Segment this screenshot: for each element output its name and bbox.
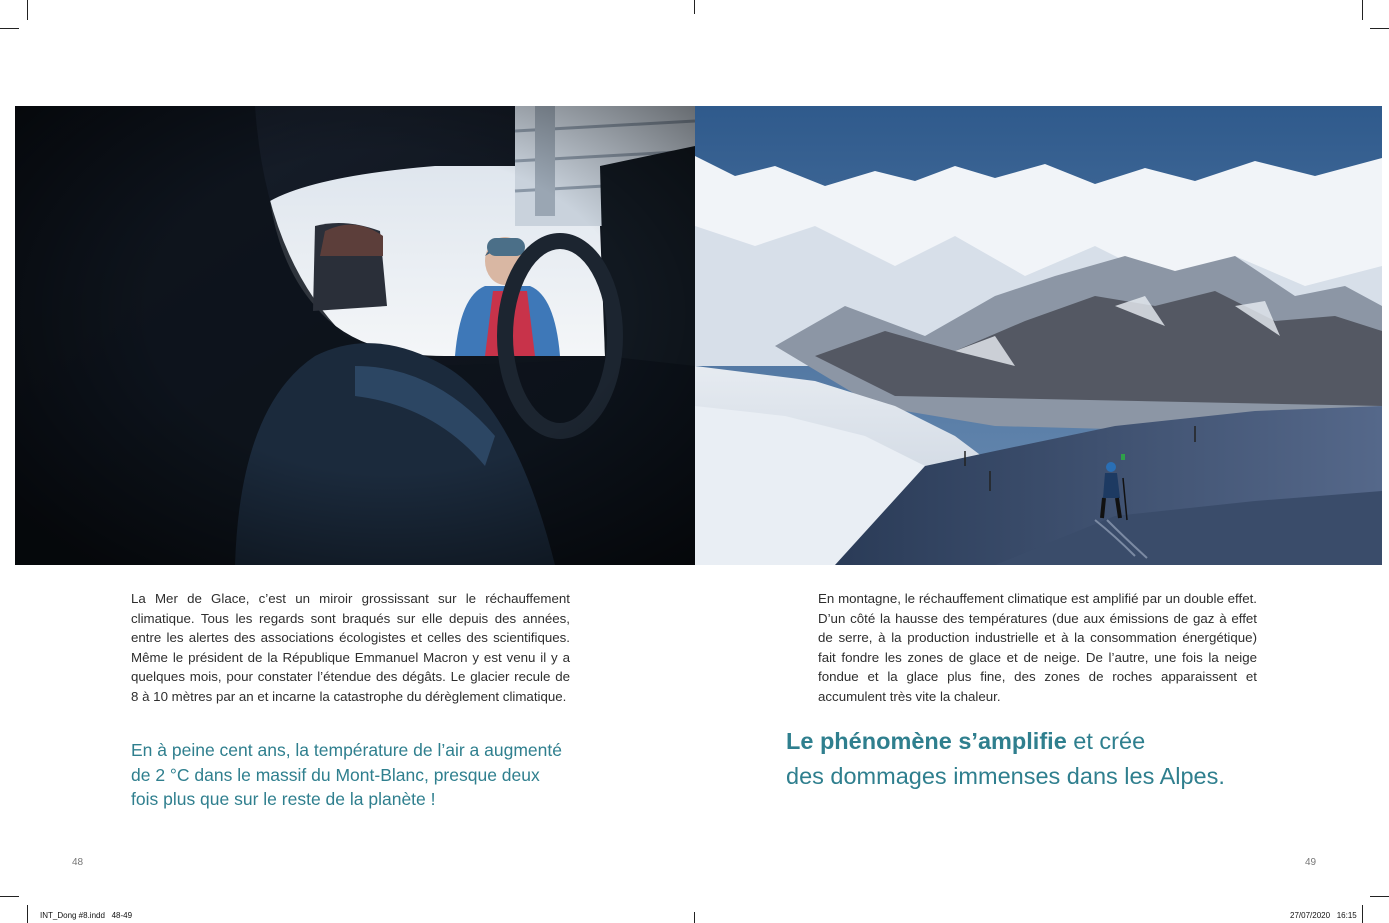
right-body-paragraph: En montagne, le réchauffement climatique est amplifié par un double effet. D’un côté la hausse des températures (due aux émissions de gaz à effet de serre, à la production industrielle et à la consommation énergétique) fait fondre les zones de glace et de neige. De l’autre, une fois la neige fondue et la glace plus fine, des zones de roches apparaissent et accumulent très vite la chaleur. [818, 591, 1257, 704]
crop-mark-top-left-v [27, 0, 28, 20]
right-pull-quote-line2: des dommages immenses dans les Alpes. [786, 763, 1225, 789]
crop-mark-top-right-v [1362, 0, 1363, 20]
crop-mark-bottom-left-v [27, 905, 28, 923]
left-photo [15, 106, 695, 565]
right-photo-illustration [695, 106, 1382, 565]
crop-mark-bottom-right-v [1362, 905, 1363, 923]
left-photo-illustration [15, 106, 695, 565]
crop-mark-top-right-h [1370, 28, 1389, 29]
crop-mark-top-center [694, 0, 695, 14]
page-number-left: 48 [72, 857, 84, 868]
right-photo [695, 106, 1382, 565]
right-pull-quote-rest: et crée [1066, 728, 1146, 754]
crop-mark-bottom-center [694, 912, 695, 923]
slug-date-time: 27/07/2020 16:15 [1290, 911, 1357, 920]
left-body-paragraph: La Mer de Glace, c’est un miroir grossissant sur le réchauffement climatique. Tous les regards sont braqués sur elle depuis des années, entre les alertes des associations écologistes et celles des scientifiques. Même le président de la République Emmanuel Macron y est venu il y a quelques mois, pour constater l’étendue des dégâts. Le glacier recule de 8 à 10 mètres par an et incarne la catastrophe du dérèglement climatique. [131, 591, 570, 704]
left-pull-quote: En à peine cent ans, la température de l’air a augmenté de 2 °C dans le massif du Mont-Blanc, presque deux fois plus que sur le reste de la planète ! [131, 740, 562, 809]
slug-file-info: INT_Dong #8.indd 48-49 [40, 911, 133, 920]
crop-mark-bottom-right-h [1370, 896, 1389, 897]
crop-mark-top-left-h [0, 28, 19, 29]
right-pull-quote-strong: Le phénomène s’amplifie [786, 728, 1067, 754]
crop-mark-bottom-left-h [0, 896, 19, 897]
right-pull-quote [786, 724, 1306, 794]
page-number-right: 49 [1305, 857, 1317, 868]
